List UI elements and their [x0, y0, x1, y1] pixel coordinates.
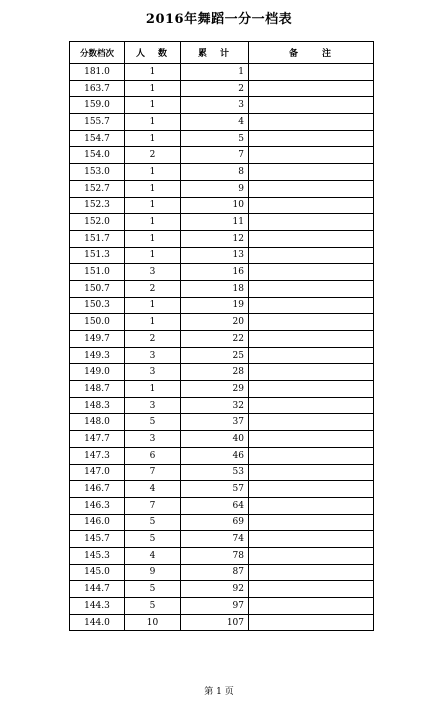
score-cell: 144.7	[70, 581, 125, 598]
table-header-row	[70, 42, 374, 64]
count-cell: 4	[125, 481, 181, 498]
total-cell: 9	[181, 180, 249, 197]
total-cell: 32	[181, 397, 249, 414]
remark-cell	[249, 598, 374, 615]
total-cell: 18	[181, 280, 249, 297]
score-cell: 153.0	[70, 164, 125, 181]
remark-cell	[249, 347, 374, 364]
table-row	[70, 147, 374, 164]
remark-cell	[249, 514, 374, 531]
score-cell: 148.7	[70, 381, 125, 398]
remark-cell	[249, 547, 374, 564]
remark-cell	[249, 481, 374, 498]
header-score: 分数档次	[70, 42, 125, 64]
remark-cell	[249, 197, 374, 214]
table-row	[70, 280, 374, 297]
score-cell: 154.0	[70, 147, 125, 164]
count-cell: 5	[125, 514, 181, 531]
table-row	[70, 431, 374, 448]
score-cell: 181.0	[70, 64, 125, 81]
score-cell: 144.0	[70, 614, 125, 631]
total-cell: 92	[181, 581, 249, 598]
total-cell: 53	[181, 464, 249, 481]
table-row	[70, 514, 374, 531]
total-cell: 78	[181, 547, 249, 564]
count-cell: 1	[125, 214, 181, 231]
score-cell: 147.0	[70, 464, 125, 481]
remark-cell	[249, 381, 374, 398]
score-cell: 151.7	[70, 230, 125, 247]
table-row	[70, 197, 374, 214]
total-cell: 107	[181, 614, 249, 631]
remark-cell	[249, 280, 374, 297]
count-cell: 1	[125, 247, 181, 264]
count-cell: 1	[125, 314, 181, 331]
table-row	[70, 230, 374, 247]
table-row	[70, 447, 374, 464]
count-cell: 1	[125, 197, 181, 214]
count-cell: 7	[125, 464, 181, 481]
table-row	[70, 264, 374, 281]
count-cell: 5	[125, 598, 181, 615]
total-cell: 69	[181, 514, 249, 531]
score-cell: 149.0	[70, 364, 125, 381]
remark-cell	[249, 247, 374, 264]
table-row	[70, 314, 374, 331]
remark-cell	[249, 397, 374, 414]
score-cell: 150.7	[70, 280, 125, 297]
score-cell: 146.3	[70, 497, 125, 514]
remark-cell	[249, 264, 374, 281]
remark-cell	[249, 364, 374, 381]
table-row	[70, 564, 374, 581]
score-cell: 155.7	[70, 114, 125, 131]
table-row	[70, 547, 374, 564]
count-cell: 2	[125, 147, 181, 164]
score-cell: 145.3	[70, 547, 125, 564]
header-total: 累 计	[181, 42, 249, 64]
total-cell: 64	[181, 497, 249, 514]
count-cell: 1	[125, 114, 181, 131]
count-cell: 1	[125, 80, 181, 97]
table-row	[70, 64, 374, 81]
table-body	[70, 64, 374, 631]
table-row	[70, 614, 374, 631]
score-cell: 146.0	[70, 514, 125, 531]
remark-cell	[249, 447, 374, 464]
count-cell: 1	[125, 130, 181, 147]
score-cell: 146.7	[70, 481, 125, 498]
total-cell: 87	[181, 564, 249, 581]
count-cell: 3	[125, 264, 181, 281]
score-cell: 145.0	[70, 564, 125, 581]
count-cell: 1	[125, 381, 181, 398]
total-cell: 11	[181, 214, 249, 231]
page-title: 2016年舞蹈一分一档表	[145, 12, 293, 27]
remark-cell	[249, 431, 374, 448]
total-cell: 57	[181, 481, 249, 498]
remark-cell	[249, 464, 374, 481]
score-cell: 148.0	[70, 414, 125, 431]
total-cell: 29	[181, 381, 249, 398]
table-row	[70, 497, 374, 514]
total-cell: 3	[181, 97, 249, 114]
remark-cell	[249, 331, 374, 348]
count-cell: 2	[125, 280, 181, 297]
score-cell: 163.7	[70, 80, 125, 97]
score-cell: 149.7	[70, 331, 125, 348]
total-cell: 28	[181, 364, 249, 381]
count-cell: 1	[125, 230, 181, 247]
table-row	[70, 364, 374, 381]
score-cell: 148.3	[70, 397, 125, 414]
count-cell: 9	[125, 564, 181, 581]
remark-cell	[249, 114, 374, 131]
table-row	[70, 347, 374, 364]
remark-cell	[249, 497, 374, 514]
table-row	[70, 598, 374, 615]
total-cell: 16	[181, 264, 249, 281]
count-cell: 4	[125, 547, 181, 564]
count-cell: 3	[125, 397, 181, 414]
remark-cell	[249, 80, 374, 97]
score-cell: 150.3	[70, 297, 125, 314]
count-cell: 7	[125, 497, 181, 514]
count-cell: 5	[125, 581, 181, 598]
score-cell: 154.7	[70, 130, 125, 147]
table-row	[70, 214, 374, 231]
table-row	[70, 97, 374, 114]
count-cell: 1	[125, 180, 181, 197]
total-cell: 97	[181, 598, 249, 615]
score-cell: 152.3	[70, 197, 125, 214]
count-cell: 1	[125, 97, 181, 114]
score-cell: 152.0	[70, 214, 125, 231]
total-cell: 1	[181, 64, 249, 81]
count-cell: 3	[125, 364, 181, 381]
count-cell: 10	[125, 614, 181, 631]
table-row	[70, 130, 374, 147]
remark-cell	[249, 614, 374, 631]
score-cell: 159.0	[70, 97, 125, 114]
score-cell: 151.3	[70, 247, 125, 264]
total-cell: 5	[181, 130, 249, 147]
total-cell: 46	[181, 447, 249, 464]
total-cell: 4	[181, 114, 249, 131]
score-cell: 152.7	[70, 180, 125, 197]
table-row	[70, 581, 374, 598]
page-number: 第 1 页	[204, 687, 234, 697]
score-cell: 144.3	[70, 598, 125, 615]
table-row	[70, 414, 374, 431]
header-remark: 备 注	[249, 42, 374, 64]
table-row	[70, 80, 374, 97]
score-distribution-table	[69, 41, 374, 631]
table-row	[70, 297, 374, 314]
remark-cell	[249, 64, 374, 81]
total-cell: 12	[181, 230, 249, 247]
count-cell: 1	[125, 164, 181, 181]
total-cell: 40	[181, 431, 249, 448]
header-count: 人 数	[125, 42, 181, 64]
table-row	[70, 531, 374, 548]
score-cell: 150.0	[70, 314, 125, 331]
score-cell: 149.3	[70, 347, 125, 364]
score-cell: 147.7	[70, 431, 125, 448]
total-cell: 2	[181, 80, 249, 97]
remark-cell	[249, 164, 374, 181]
table-row	[70, 331, 374, 348]
table-row	[70, 464, 374, 481]
remark-cell	[249, 414, 374, 431]
score-cell: 147.3	[70, 447, 125, 464]
count-cell: 6	[125, 447, 181, 464]
table-row	[70, 397, 374, 414]
remark-cell	[249, 214, 374, 231]
table-row	[70, 180, 374, 197]
remark-cell	[249, 297, 374, 314]
remark-cell	[249, 531, 374, 548]
remark-cell	[249, 147, 374, 164]
count-cell: 5	[125, 531, 181, 548]
remark-cell	[249, 564, 374, 581]
total-cell: 20	[181, 314, 249, 331]
remark-cell	[249, 314, 374, 331]
remark-cell	[249, 130, 374, 147]
table-row	[70, 164, 374, 181]
score-cell: 151.0	[70, 264, 125, 281]
count-cell: 5	[125, 414, 181, 431]
count-cell: 3	[125, 431, 181, 448]
total-cell: 74	[181, 531, 249, 548]
total-cell: 19	[181, 297, 249, 314]
table-row	[70, 114, 374, 131]
remark-cell	[249, 230, 374, 247]
total-cell: 37	[181, 414, 249, 431]
total-cell: 7	[181, 147, 249, 164]
remark-cell	[249, 97, 374, 114]
count-cell: 2	[125, 331, 181, 348]
count-cell: 1	[125, 297, 181, 314]
table-row	[70, 381, 374, 398]
total-cell: 22	[181, 331, 249, 348]
remark-cell	[249, 581, 374, 598]
total-cell: 10	[181, 197, 249, 214]
remark-cell	[249, 180, 374, 197]
count-cell: 1	[125, 64, 181, 81]
total-cell: 13	[181, 247, 249, 264]
score-cell: 145.7	[70, 531, 125, 548]
count-cell: 3	[125, 347, 181, 364]
total-cell: 25	[181, 347, 249, 364]
total-cell: 8	[181, 164, 249, 181]
table-row	[70, 247, 374, 264]
table-row	[70, 481, 374, 498]
